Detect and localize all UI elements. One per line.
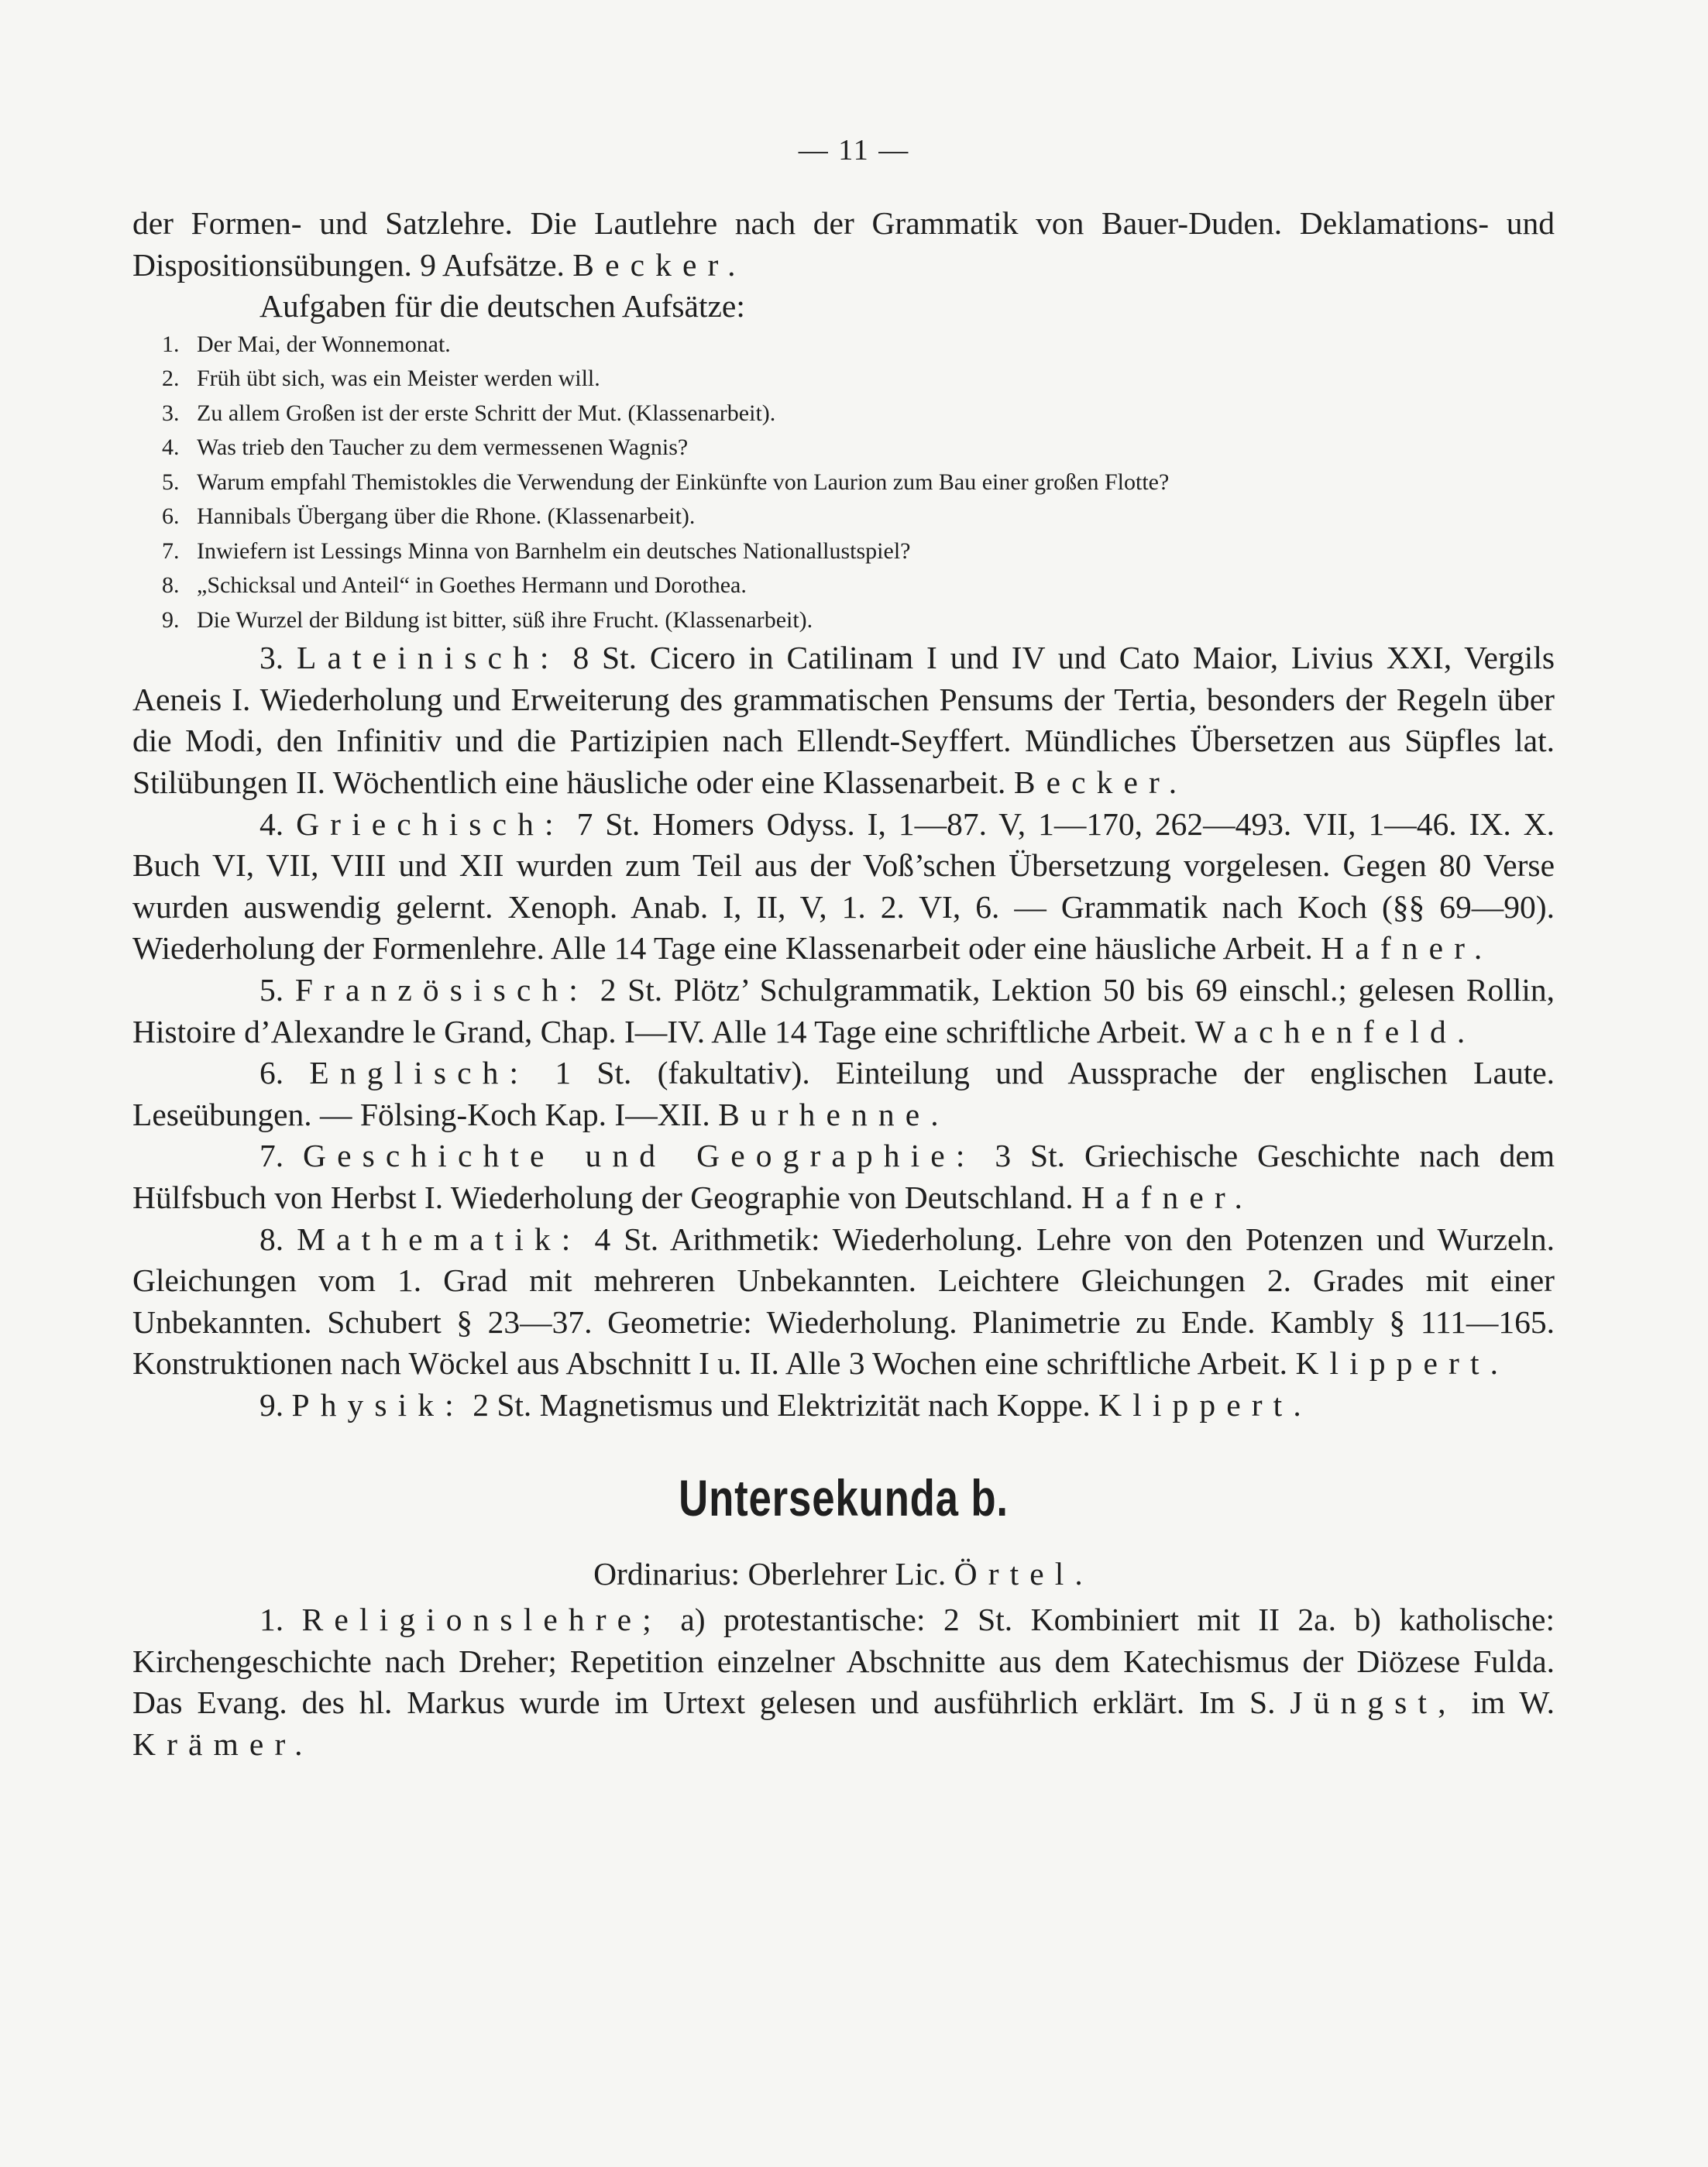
list-item (132, 328, 1555, 362)
assignments-heading: Aufgaben für die deutschen Aufsätze: (259, 288, 745, 325)
teacher-name: Krämer. (132, 1726, 314, 1762)
teacher-name: Hafner. (1321, 930, 1493, 967)
page-body (132, 203, 1555, 1766)
list-item (132, 431, 1555, 465)
subject-text-connector: im W. (1471, 1684, 1555, 1721)
list-item (132, 534, 1555, 569)
subject-text: 8 St. Cicero in Catilinam I und IV und Cato Maior, Livius XXI, Vergils Aeneis I. Wiederholung und Erweiterung des grammatischen Pensums der Tertia, besonders der Regeln über die Modi, den Infinitiv und die Partizipien nach Ellendt-Seyffert. Mündliches Übersetzen aus Süpfles lat. Stilübungen II. Wöchentlich eine häusliche oder eine Klassenarbeit. (132, 640, 1555, 801)
list-item-number: 5. (162, 469, 180, 495)
continuation-text: der Formen- und Satzlehre. Die Lautlehre nach der Grammatik von Bauer-Duden. Deklamations- und Dispositionsübungen. 9 Aufsätze. (132, 205, 1555, 283)
subject-text: 2 St. Magnetismus und Elektrizität nach Koppe. (473, 1386, 1091, 1423)
subject-text: 4 St. Arithmetik: Wiederholung. Lehre von den Potenzen und Wurzeln. Gleichungen vom 1. Grad mit mehreren Unbekannten. Leichtere Gleichungen 2. Grades mit einer Unbekannten. Schubert § 23—37. Geometrie: Wiederholung. Planimetrie zu Ende. Kambly § 111—165. Konstruktionen nach Wöckel aus Abschnitt I u. II. Alle 3 Wochen eine schriftliche Arbeit. (132, 1221, 1555, 1382)
subject-text: a) protestantische: 2 St. Kombiniert mit II 2a. b) katholische: Kirchengeschichte nach Dreher; Repetition einzelner Abschnitte aus dem Katechismus der Diözese Fulda. Das Evang. des hl. Markus wurde im Urtext gelesen und ausführlich erklärt. Im S. (132, 1602, 1555, 1721)
section-heading: Untersekunda b. (679, 1468, 1009, 1527)
subject-french (132, 970, 1555, 1053)
subject-text: 1 St. (fakultativ). Einteilung und Aussprache der englischen Laute. Leseübungen. — Fölsing-Koch Kap. I—XII. (132, 1055, 1555, 1132)
list-item-number: 1. (162, 331, 180, 357)
ordinarius-line (132, 1554, 1555, 1595)
subject-number: 9. (259, 1386, 284, 1423)
subject-number: 4. (259, 805, 284, 842)
subject-number: 5. (259, 972, 284, 1008)
subject-text: 2 St. Plötz’ Schulgrammatik, Lektion 50 bis 69 einschl.; gelesen Rollin, Histoire d’Alexandre le Grand, Chap. I—IV. Alle 14 Tage eine schriftliche Arbeit. (132, 972, 1555, 1049)
subject-name: Physik: (291, 1386, 465, 1423)
list-item-text: Zu allem Großen ist der erste Schritt der Mut. (Klassenarbeit). (197, 400, 776, 426)
teacher-name: Burhenne. (718, 1096, 950, 1132)
subject-number: 8. (259, 1221, 284, 1257)
list-item-text: Was trieb den Taucher zu dem vermessenen Wagnis? (197, 434, 689, 461)
subject-number: 7. (259, 1138, 284, 1174)
list-item-text: Hannibals Übergang über die Rhone. (Klassenarbeit). (197, 503, 696, 530)
subject-number: 3. (259, 640, 284, 676)
list-item-text: Die Wurzel der Bildung ist bitter, süß ihre Frucht. (Klassenarbeit). (197, 606, 813, 633)
list-item (132, 397, 1555, 431)
teacher-name: Becker. (572, 246, 747, 283)
teacher-name: Wachenfeld. (1194, 1013, 1476, 1049)
subject-name: Englisch: (309, 1055, 530, 1091)
list-item-number: 7. (162, 537, 180, 564)
teacher-name: Becker. (1013, 764, 1188, 801)
list-item-text: Inwiefern ist Lessings Minna von Barnhelm ein deutsches Nationallustspiel? (197, 537, 911, 564)
list-item (132, 568, 1555, 603)
list-item-number: 6. (162, 503, 180, 530)
teacher-name: Klippert. (1295, 1345, 1510, 1382)
subject-english (132, 1053, 1555, 1135)
subject-name: Geschichte und Geographie: (303, 1138, 976, 1174)
continuation-paragraph (132, 203, 1555, 286)
subject-name: Griechisch: (296, 805, 565, 842)
list-item-number: 2. (162, 366, 180, 392)
list-item-text: Früh übt sich, was ein Meister werden will. (197, 366, 600, 392)
list-item (132, 465, 1555, 500)
page-number: — 11 — (798, 134, 910, 167)
subject-name: Mathematik: (297, 1221, 582, 1257)
list-item-number: 8. (162, 572, 180, 599)
list-item-number: 4. (162, 434, 180, 461)
subject-text: 3 St. Griechische Geschichte nach dem Hülfsbuch von Herbst I. Wiederholung der Geographie von Deutschland. (132, 1138, 1555, 1215)
subject-name: Französisch: (294, 972, 589, 1008)
list-item-number: 9. (162, 606, 180, 633)
list-item (132, 500, 1555, 534)
subject-history-geography (132, 1135, 1555, 1218)
teacher-name: Jüngst, (1290, 1684, 1457, 1721)
subject-name: Religionslehre; (301, 1602, 662, 1638)
assignment-list (132, 328, 1555, 638)
subject-physics (132, 1385, 1555, 1427)
list-item (132, 362, 1555, 397)
subject-latin (132, 637, 1555, 803)
list-item-number: 3. (162, 400, 180, 426)
teacher-name: Hafner. (1081, 1180, 1254, 1215)
subject-greek (132, 804, 1555, 970)
list-item-text: Warum empfahl Themistokles die Verwendung der Einkünfte von Laurion zum Bau einer großen Flotte? (197, 469, 1170, 495)
teacher-name: Klippert. (1098, 1386, 1312, 1423)
list-item-text: „Schicksal und Anteil“ in Goethes Hermann und Dorothea. (197, 572, 747, 599)
subject-number: 6. (259, 1055, 284, 1091)
list-item-text: Der Mai, der Wonnemonat. (197, 331, 451, 357)
list-item (132, 603, 1555, 638)
subject-number: 1. (259, 1602, 284, 1638)
ordinarius-name: Örtel. (954, 1555, 1094, 1592)
subject-text: 7 St. Homers Odyss. I, 1—87. V, 1—170, 262—493. VII, 1—46. IX. X. Buch VI, VII, VIII und XII wurden zum Teil aus der Voß’schen Übersetzung vorgelesen. Gegen 80 Verse wurden auswendig gelernt. Xenoph. Anab. I, II, V, 1. 2. VI, 6. — Grammatik nach Koch (§§ 69—90). Wiederholung der Formenlehre. Alle 14 Tage eine Klassenarbeit oder eine häusliche Arbeit. (132, 805, 1555, 967)
subject-mathematics (132, 1219, 1555, 1385)
subject-name: Lateinisch: (296, 640, 560, 676)
ordinarius-label: Ordinarius: Oberlehrer Lic. (593, 1555, 947, 1592)
subject-religion (132, 1599, 1555, 1765)
